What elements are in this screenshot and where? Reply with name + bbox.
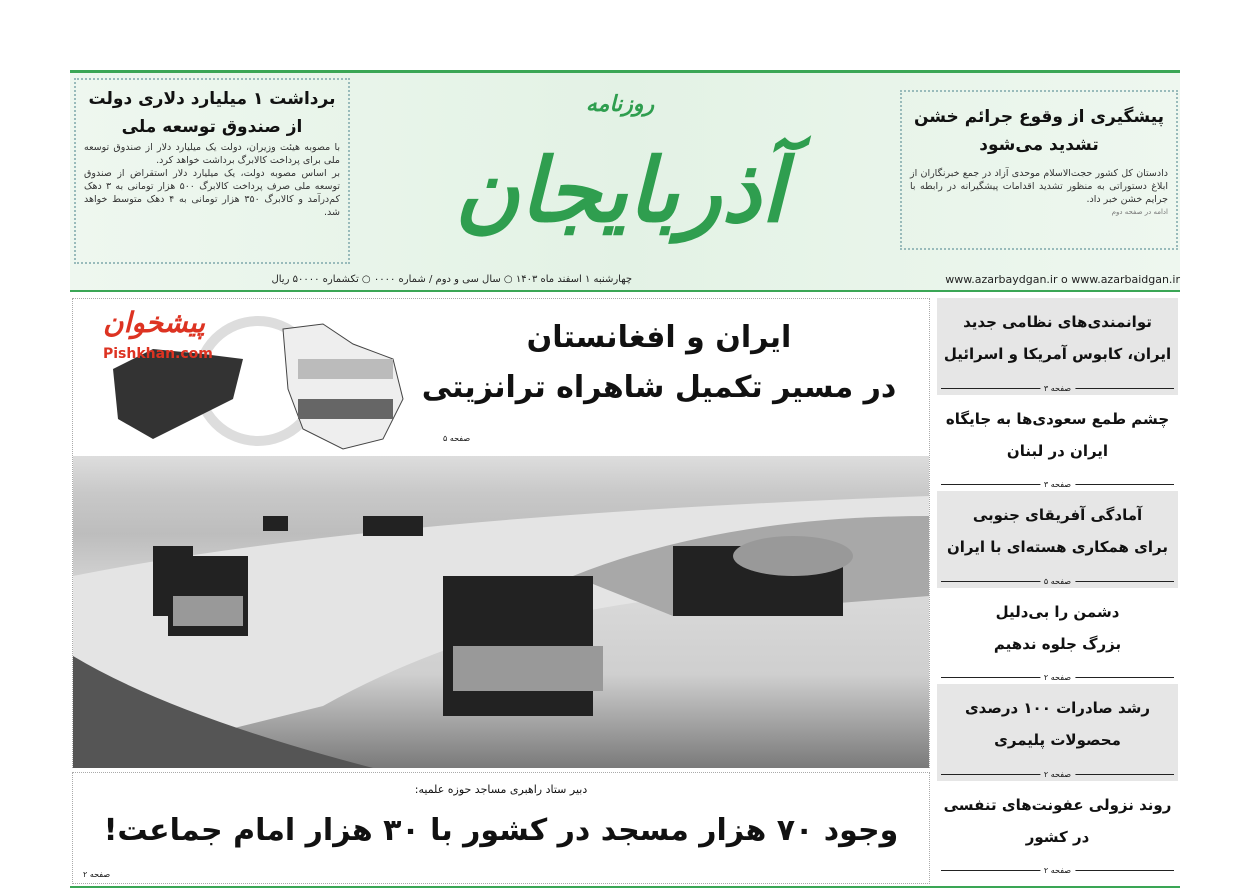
website-urls[interactable]: www.azarbaydgan.ir o www.azarbaidgan.ir xyxy=(945,273,1180,286)
sidebar-headline-line: چشم طمع سعودی‌ها به جایگاه xyxy=(945,409,1170,428)
lead-headline-line-1: ایران و افغانستان xyxy=(526,320,792,355)
sidebar-item[interactable] xyxy=(937,781,1178,878)
sidebar-item[interactable] xyxy=(937,491,1178,588)
sidebar-headline-line: بزرگ جلوه ندهیم xyxy=(993,634,1122,653)
watermark-logo: پیشخوان xyxy=(103,306,206,339)
lead-story[interactable] xyxy=(72,298,930,768)
road-construction-photo xyxy=(73,456,929,768)
watermark-url: Pishkhan.com xyxy=(103,346,213,362)
left-news-box[interactable] xyxy=(74,78,350,264)
page-ref: صفحه ۳ xyxy=(1040,384,1075,394)
left-box-paragraph-2: بر اساس مصوبه دولت، یک میلیارد دلار استقراض از صندوق توسعه ملی صرف پرداخت کالابرگ ۵۰۰ هزار تومانی به ۳ دهک کم‌درآمد و کالابرگ ۳۵۰ هزار تومانی به ۴ دهک متوسط خواهد شد. xyxy=(84,168,340,218)
secondary-headline: وجود ۷۰ هزار مسجد در کشور با ۳۰ هزار امام جماعت! xyxy=(103,813,899,848)
sidebar-headline-line: ایران در لبنان xyxy=(1006,441,1109,460)
bottom-divider xyxy=(70,886,1180,888)
sidebar-headline-line: محصولات پلیمری xyxy=(994,731,1121,749)
secondary-page-ref: صفحه ۲ xyxy=(83,870,111,879)
left-box-title: برداشت ۱ میلیارد دلاری دولت xyxy=(88,89,336,109)
lead-headline[interactable] xyxy=(409,313,909,413)
right-box-title-2: تشدید می‌شود xyxy=(979,135,1099,155)
sidebar-headline-line: ایران، کابوس آمریکا و اسرائیل xyxy=(943,345,1172,363)
sidebar-item[interactable] xyxy=(937,298,1178,395)
dateline: چهارشنبه ۱ اسفند ماه ۱۴۰۳ ○ سال سی و دوم / شماره ۰۰۰۰ ○ تکشماره ۵۰۰۰۰ ریال xyxy=(271,274,632,285)
page-ref: صفحه ۲ xyxy=(1040,770,1075,780)
secondary-story[interactable] xyxy=(72,772,930,884)
sidebar-item[interactable] xyxy=(937,684,1178,781)
page-ref: صفحه ۵ xyxy=(1040,577,1075,587)
right-box-more: ادامه در صفحه دوم xyxy=(1111,208,1168,216)
sidebar-headline-line: برای همکاری هسته‌ای با ایران xyxy=(946,538,1169,556)
page-ref: صفحه ۳ xyxy=(1040,480,1075,490)
right-box-paragraph: دادستان کل کشور حجت‌الاسلام موحدی آزاد در جمع خبرنگاران از ابلاغ دستوراتی به منظور تشدید اقدامات پیشگیرانه در رابطه با جرایم خشن خبر داد. xyxy=(910,168,1168,205)
sidebar-headline-line: در کشور xyxy=(1025,827,1090,846)
left-box-title-2: از صندوق توسعه ملی xyxy=(121,117,303,137)
sidebar-headline-line: رشد صادرات ۱۰۰ درصدی xyxy=(964,699,1151,717)
secondary-kicker: دبیر ستاد راهبری مساجد حوزه علمیه: xyxy=(414,783,588,796)
page-ref: صفحه ۲ xyxy=(1040,866,1075,876)
right-box-title: پیشگیری از وقوع جرائم خشن xyxy=(913,107,1165,127)
masthead-divider xyxy=(70,290,1180,292)
sidebar-headline-line: روند نزولی عفونت‌های تنفسی xyxy=(943,795,1172,814)
right-news-box[interactable] xyxy=(900,90,1178,250)
lead-page-ref: صفحه ۵ xyxy=(443,434,471,443)
lead-headline-line-2: در مسیر تکمیل شاهراه ترانزیتی xyxy=(421,370,897,405)
sidebar-headline-line: دشمن را بی‌دلیل xyxy=(995,602,1120,621)
page-ref: صفحه ۲ xyxy=(1040,673,1075,683)
sidebar-item[interactable] xyxy=(937,588,1178,685)
logo-name: آذربایجان xyxy=(454,138,786,242)
left-box-paragraph: با مصوبه هیئت وزیران، دولت یک میلیارد دلار از صندوق توسعه ملی برای پرداخت کالابرگ برداشت خواهد کرد. xyxy=(84,142,340,166)
logo-subtitle: روزنامه xyxy=(585,92,655,117)
sidebar-item[interactable] xyxy=(937,395,1178,492)
sidebar-headline-line: توانمندی‌های نظامی جدید xyxy=(963,313,1152,331)
sidebar-headline-line: آمادگی آفریقای جنوبی xyxy=(972,506,1143,524)
sidebar-headlines xyxy=(937,298,1178,877)
newspaper-logo xyxy=(410,70,830,280)
